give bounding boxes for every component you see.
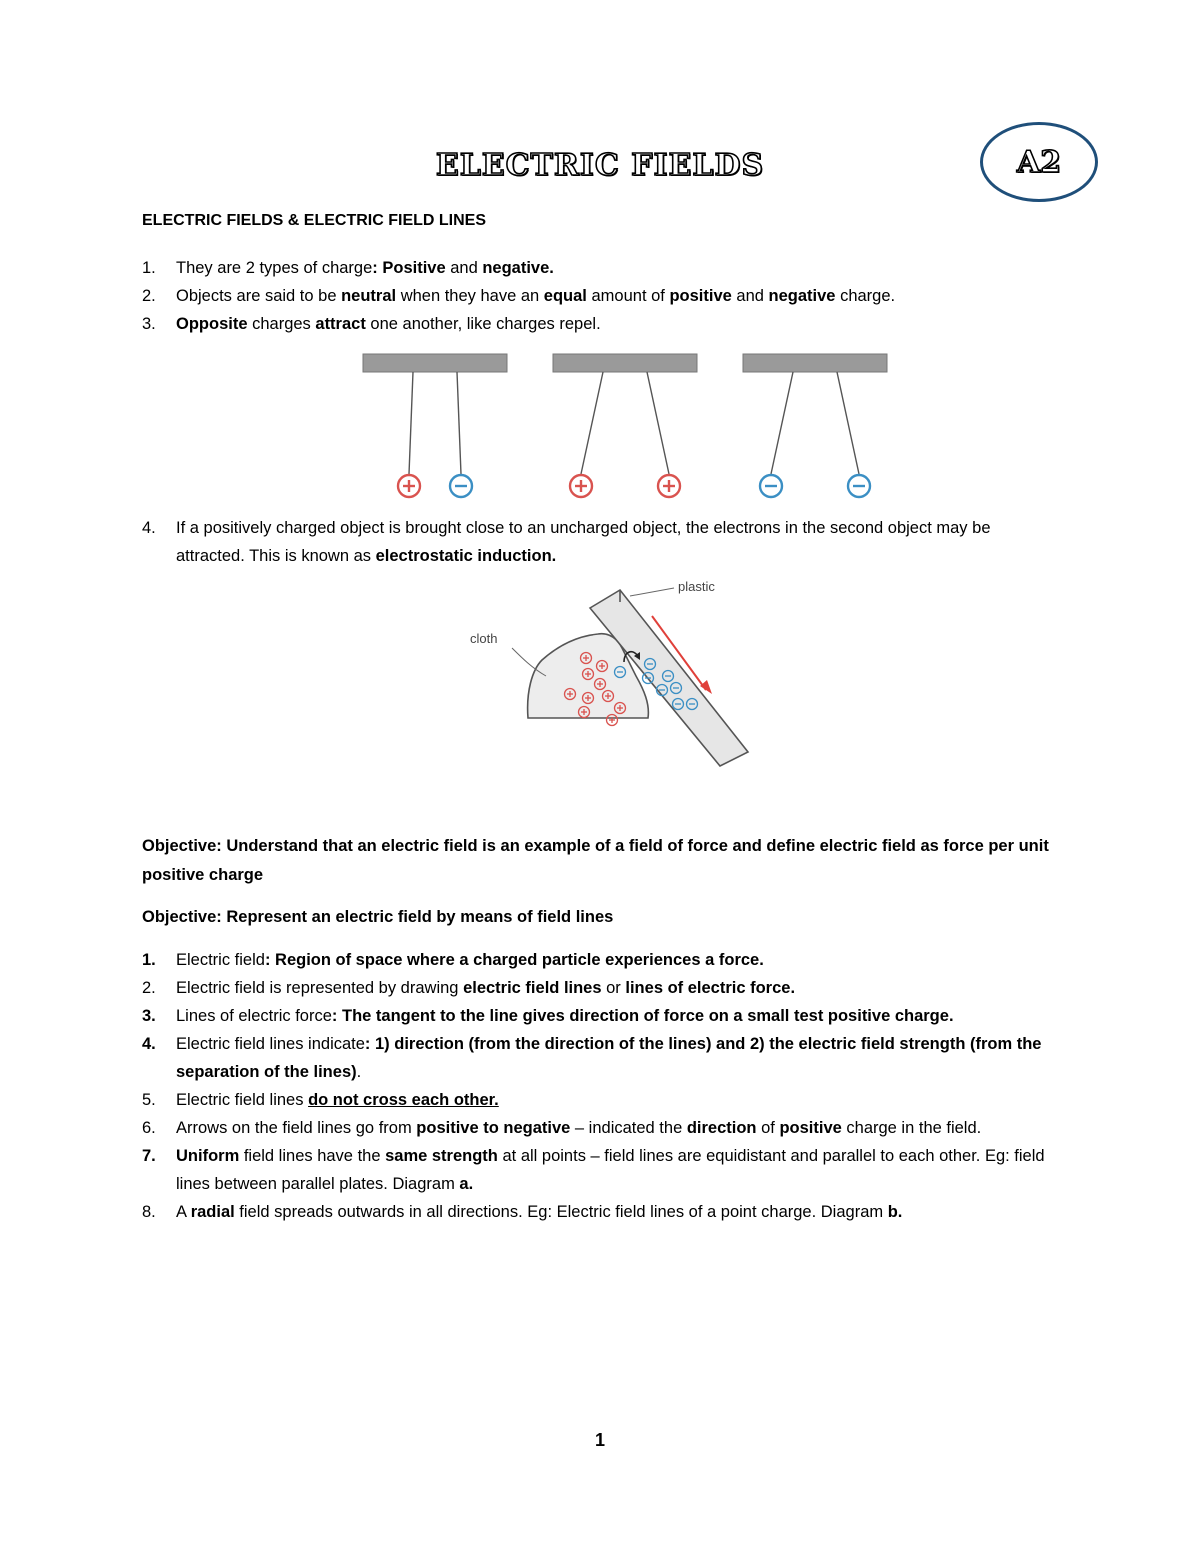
page-number: 1: [594, 1430, 605, 1450]
support-bar: [743, 354, 887, 372]
list-text: electric field lines: [463, 979, 602, 997]
objective-2: Objective: Represent an electric field by means of field lines: [142, 908, 614, 926]
list-text: Objects are said to be: [176, 287, 342, 305]
list-number: 2.: [142, 287, 156, 305]
thread: [837, 372, 859, 474]
list-text: : Positive: [372, 259, 446, 277]
list-text: A: [176, 1203, 191, 1221]
thread: [409, 372, 413, 474]
list-number: 8.: [142, 1203, 156, 1221]
level-badge: [980, 122, 1098, 202]
list-text: negative: [768, 287, 836, 305]
list-text: lines of electric force.: [625, 979, 796, 997]
list-item: [142, 254, 1062, 282]
list-item: [142, 1030, 1062, 1086]
list-text: negative.: [482, 259, 554, 277]
list-text: positive: [669, 287, 732, 305]
list-text: Electric field lines: [176, 1091, 309, 1109]
list-text: radial: [190, 1203, 235, 1221]
list-text: .: [356, 1063, 362, 1081]
list-text: do not cross each other.: [308, 1091, 499, 1109]
list-text: positive: [779, 1119, 842, 1137]
list-text: and: [445, 259, 483, 277]
thread: [457, 372, 461, 474]
list-text: field spreads outwards in all directions. Eg: Electric field lines of a point charge. Diagram: [234, 1203, 888, 1221]
field-lines-list: [142, 946, 1062, 1226]
list-number: 7.: [142, 1147, 156, 1165]
induction-list: [142, 514, 1062, 570]
list-text: : 1) direction (from the direction of the lines) and 2) the electric field strength (from the separation of the lines): [176, 1035, 1042, 1081]
list-text: If a positively charged object is brought close to an uncharged object, the electrons in the second object may be attracted. This is known as: [176, 519, 991, 565]
thread: [581, 372, 603, 474]
list-item: [142, 1002, 1062, 1030]
list-text: Electric field: [176, 951, 265, 969]
list-item: [142, 514, 1062, 570]
list-text: Electric field lines indicate: [176, 1035, 365, 1053]
list-number: 4.: [142, 1035, 156, 1053]
list-text: when they have an: [396, 287, 544, 305]
list-text: Electric field is represented by drawing: [176, 979, 464, 997]
list-text: or: [601, 979, 626, 997]
list-text: Uniform: [176, 1147, 240, 1165]
list-text: one another, like charges repel.: [365, 315, 601, 333]
list-text: a.: [459, 1175, 474, 1193]
list-number: 1.: [142, 951, 156, 969]
section-heading: ELECTRIC FIELDS & ELECTRIC FIELD LINES: [142, 212, 487, 229]
list-item: [142, 946, 1062, 974]
list-text: Opposite: [176, 315, 248, 333]
objective-1: Objective: Understand that an electric field is an example of a field of force and define electric field as force per unit positive charge: [142, 837, 1049, 884]
list-text: neutral: [341, 287, 397, 305]
list-text: charge in the field.: [841, 1119, 982, 1137]
list-text: They are 2 types of charge: [176, 259, 373, 277]
list-text: at all points – field lines are equidistant and parallel to each other. Eg: field lines between parallel plates. Diagram: [176, 1147, 1045, 1193]
list-item: [142, 310, 1062, 338]
list-number: 1.: [142, 259, 156, 277]
thread: [647, 372, 669, 474]
list-text: equal: [543, 287, 587, 305]
list-text: – indicated the: [570, 1119, 687, 1137]
level-badge-label: A2: [1016, 144, 1062, 180]
list-text: : Region of space where a charged particle experiences a force.: [264, 951, 764, 969]
list-text: charges: [247, 315, 316, 333]
list-text: amount of: [586, 287, 670, 305]
label-cloth: cloth: [470, 631, 498, 646]
list-text: Lines of electric force: [176, 1007, 332, 1025]
list-text: Arrows on the field lines go from: [176, 1119, 417, 1137]
list-item: [142, 1086, 1062, 1114]
list-text: direction: [686, 1119, 757, 1137]
list-number: 3.: [142, 1007, 156, 1025]
list-item: [142, 1142, 1062, 1198]
list-number: 3.: [142, 315, 156, 333]
charged-spheres-diagram: [355, 350, 895, 505]
list-text: electrostatic induction.: [375, 547, 557, 565]
induction-diagram: [460, 572, 760, 772]
label-plastic: plastic: [678, 579, 715, 594]
list-text: positive to negative: [416, 1119, 571, 1137]
charge-facts-list: [142, 254, 1062, 338]
list-number: 4.: [142, 519, 156, 537]
list-item: [142, 974, 1062, 1002]
list-text: same strength: [385, 1147, 498, 1165]
page-title: ELECTRIC FIELDS: [435, 148, 765, 183]
list-number: 6.: [142, 1119, 156, 1137]
list-number: 2.: [142, 979, 156, 997]
list-text: b.: [887, 1203, 903, 1221]
list-item: [142, 1114, 1062, 1142]
support-bar: [553, 354, 697, 372]
list-text: and: [731, 287, 769, 305]
list-text: field lines have the: [239, 1147, 386, 1165]
list-text: charge.: [835, 287, 896, 305]
list-number: 5.: [142, 1091, 156, 1109]
list-text: of: [756, 1119, 780, 1137]
list-item: [142, 1198, 1062, 1226]
list-item: [142, 282, 1062, 310]
motion-arrowhead: [700, 680, 712, 694]
thread: [771, 372, 793, 474]
list-text: : The tangent to the line gives direction of force on a small test positive charge.: [331, 1007, 954, 1025]
support-bar: [363, 354, 507, 372]
list-text: attract: [315, 315, 366, 333]
plastic-leader: [630, 588, 674, 596]
